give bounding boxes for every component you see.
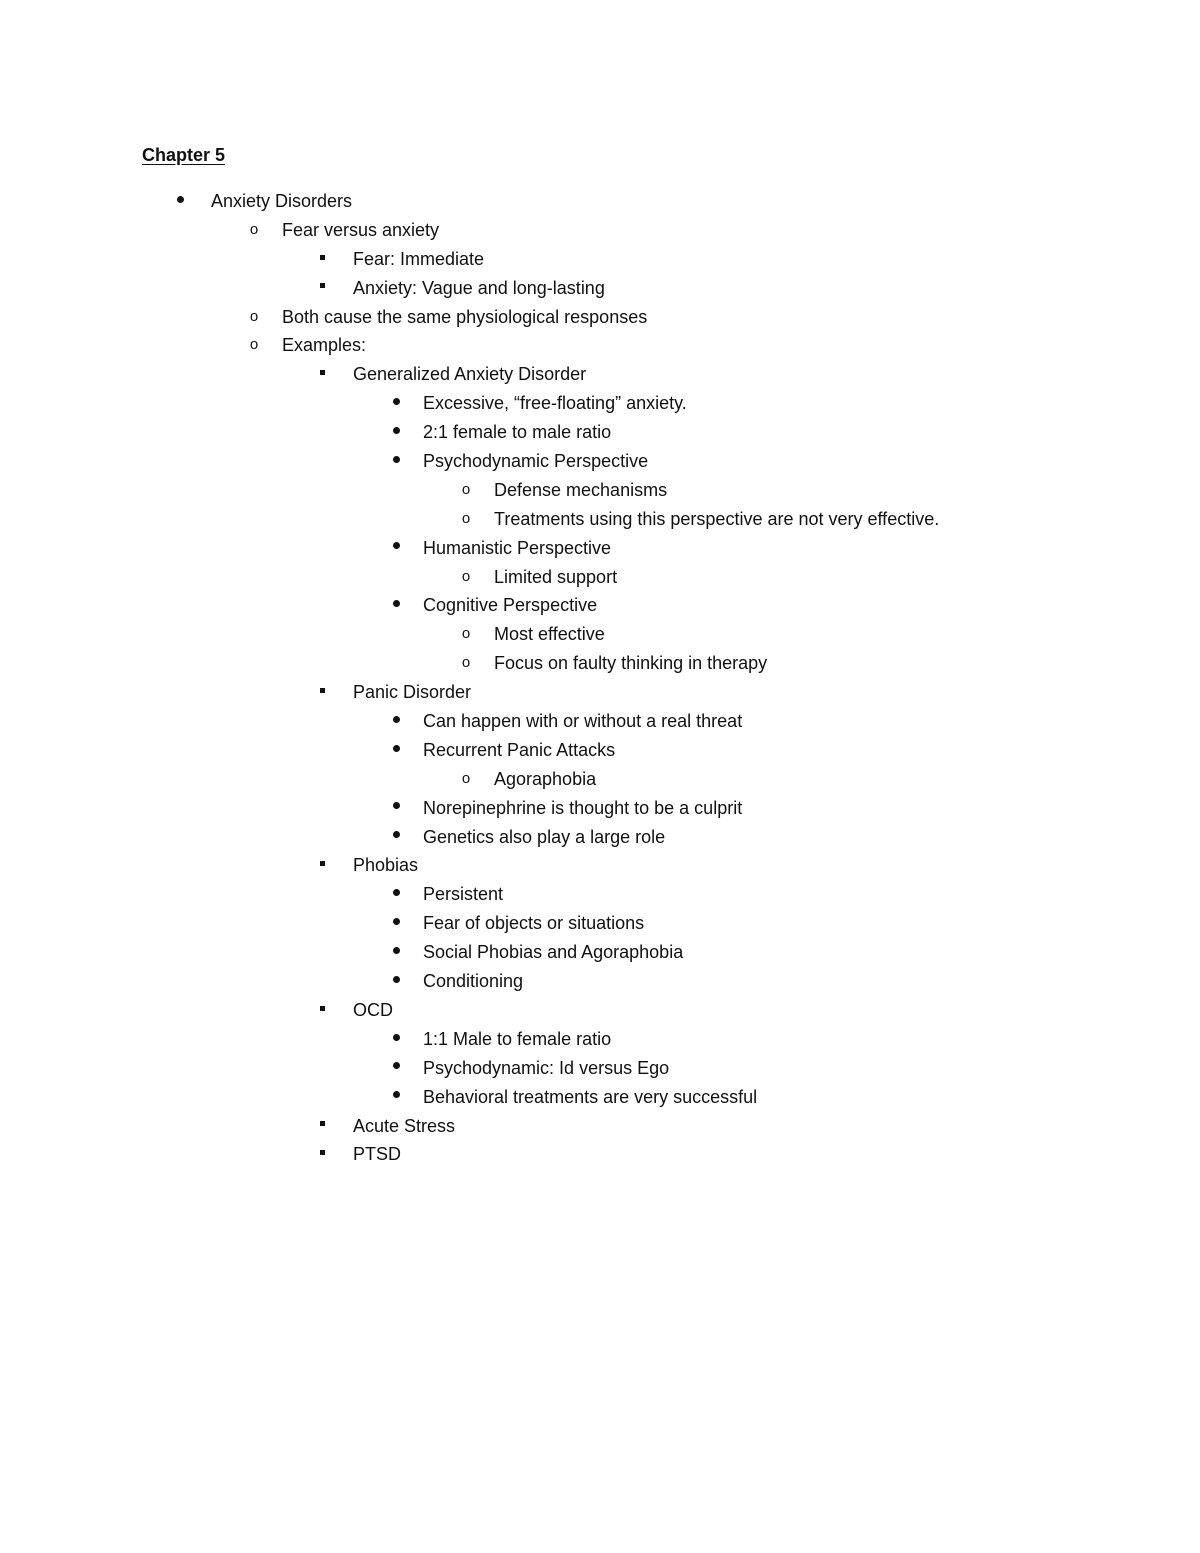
disc-bullet-icon — [173, 187, 187, 216]
outline-item — [0, 447, 1200, 476]
outline-item — [0, 620, 1200, 649]
disc-bullet-icon — [389, 389, 403, 418]
outline-item-text: Anxiety Disorders — [211, 191, 353, 211]
outline-item-text: Behavioral treatments are very successful — [423, 1086, 758, 1107]
outline-item — [0, 938, 1200, 967]
disc-bullet-icon — [389, 1025, 403, 1054]
outline-item — [0, 1140, 1200, 1169]
outline-item-text: Treatments using this perspective are not very effective. — [494, 508, 940, 529]
square-bullet-icon — [315, 678, 329, 707]
outline-item-text: Cognitive Perspective — [423, 595, 598, 616]
outline-item — [0, 187, 1200, 216]
square-bullet-icon — [315, 245, 329, 274]
outline-item-text: Can happen with or without a real threat — [423, 711, 743, 732]
outline-item-text: 1:1 Male to female ratio — [423, 1028, 612, 1049]
square-bullet-icon — [315, 360, 329, 389]
outline-item — [0, 1025, 1200, 1054]
outline-item-text: Acute Stress — [353, 1115, 456, 1136]
outline-item — [0, 476, 1200, 505]
outline-item-text: Persistent — [423, 884, 504, 905]
outline-item — [0, 851, 1200, 880]
outline-item — [0, 967, 1200, 996]
circle-bullet-icon: o — [249, 220, 259, 238]
outline-item-text: Fear: Immediate — [353, 248, 485, 269]
circle-bullet-icon: o — [249, 336, 259, 354]
circle-bullet-icon: o — [249, 307, 259, 325]
outline-item-text: Focus on faulty thinking in therapy — [494, 653, 768, 674]
disc-bullet-icon — [389, 418, 403, 447]
outline-item-text: Defense mechanisms — [494, 479, 668, 500]
outline-item-text: Humanistic Perspective — [423, 537, 612, 558]
outline-item — [0, 909, 1200, 938]
outline-item-text: Social Phobias and Agoraphobia — [423, 942, 684, 963]
outline-item — [0, 794, 1200, 823]
outline-item-text: Examples: — [282, 335, 367, 356]
square-bullet-icon — [315, 1140, 329, 1169]
outline-item-text: Recurrent Panic Attacks — [423, 739, 616, 760]
disc-bullet-icon — [389, 447, 403, 476]
outline-item-text: Both cause the same physiological responses — [282, 306, 648, 327]
outline-item-text: Genetics also play a large role — [423, 826, 666, 847]
outline-item-text: Most effective — [494, 624, 605, 645]
disc-bullet-icon — [389, 1083, 403, 1112]
outline-item — [0, 216, 1200, 245]
outline-item — [0, 880, 1200, 909]
disc-bullet-icon — [389, 823, 403, 852]
outline-item — [0, 707, 1200, 736]
outline-item — [0, 736, 1200, 765]
outline-item — [0, 274, 1200, 303]
outline-item-text: Phobias — [353, 855, 419, 876]
disc-bullet-icon — [389, 909, 403, 938]
square-bullet-icon — [315, 996, 329, 1025]
outline-item-text: Conditioning — [423, 971, 524, 992]
outline-item-text: Agoraphobia — [494, 768, 597, 789]
outline-item — [0, 418, 1200, 447]
outline-item-text: Excessive, “free-floating” anxiety. — [423, 393, 687, 414]
outline-item — [0, 360, 1200, 389]
chapter-title: Chapter 5 — [142, 145, 226, 165]
circle-bullet-icon: o — [461, 769, 471, 787]
circle-bullet-icon: o — [461, 509, 471, 527]
circle-bullet-icon: o — [461, 654, 471, 672]
circle-bullet-icon: o — [461, 625, 471, 643]
outline-item-text: PTSD — [353, 1144, 402, 1165]
outline-item-text: OCD — [353, 999, 393, 1020]
outline-item-text: Panic Disorder — [353, 682, 472, 703]
disc-bullet-icon — [389, 707, 403, 736]
outline-item — [0, 765, 1200, 794]
outline-item — [0, 505, 1200, 534]
outline-item-text: 2:1 female to male ratio — [423, 422, 612, 443]
outline-item — [0, 563, 1200, 592]
outline-item — [0, 389, 1200, 418]
circle-bullet-icon: o — [461, 567, 471, 585]
disc-bullet-icon — [389, 1054, 403, 1083]
outline-item — [0, 1112, 1200, 1141]
outline-item — [0, 996, 1200, 1025]
disc-bullet-icon — [389, 736, 403, 765]
disc-bullet-icon — [389, 534, 403, 563]
outline-item — [0, 245, 1200, 274]
outline-item-text: Fear of objects or situations — [423, 913, 645, 934]
outline-item — [0, 331, 1200, 360]
square-bullet-icon — [315, 274, 329, 303]
outline-item-text: Limited support — [494, 566, 618, 587]
square-bullet-icon — [315, 1112, 329, 1141]
outline-item — [0, 303, 1200, 332]
outline-item — [0, 534, 1200, 563]
outline-item — [0, 1054, 1200, 1083]
outline-item — [0, 1083, 1200, 1112]
outline-item-text: Anxiety: Vague and long-lasting — [353, 277, 605, 298]
outline-item-text: Norepinephrine is thought to be a culprit — [423, 797, 743, 818]
disc-bullet-icon — [389, 794, 403, 823]
outline-item — [0, 591, 1200, 620]
outline-item-text: Psychodynamic: Id versus Ego — [423, 1057, 670, 1078]
bullet-outline — [0, 187, 1200, 1169]
outline-item — [0, 678, 1200, 707]
disc-bullet-icon — [389, 591, 403, 620]
disc-bullet-icon — [389, 938, 403, 967]
square-bullet-icon — [315, 851, 329, 880]
outline-item — [0, 649, 1200, 678]
disc-bullet-icon — [389, 880, 403, 909]
outline-item — [0, 823, 1200, 852]
outline-item-text: Generalized Anxiety Disorder — [353, 364, 587, 385]
outline-item-text: Fear versus anxiety — [282, 219, 440, 240]
disc-bullet-icon — [389, 967, 403, 996]
outline-item-text: Psychodynamic Perspective — [423, 451, 649, 472]
circle-bullet-icon: o — [461, 480, 471, 498]
